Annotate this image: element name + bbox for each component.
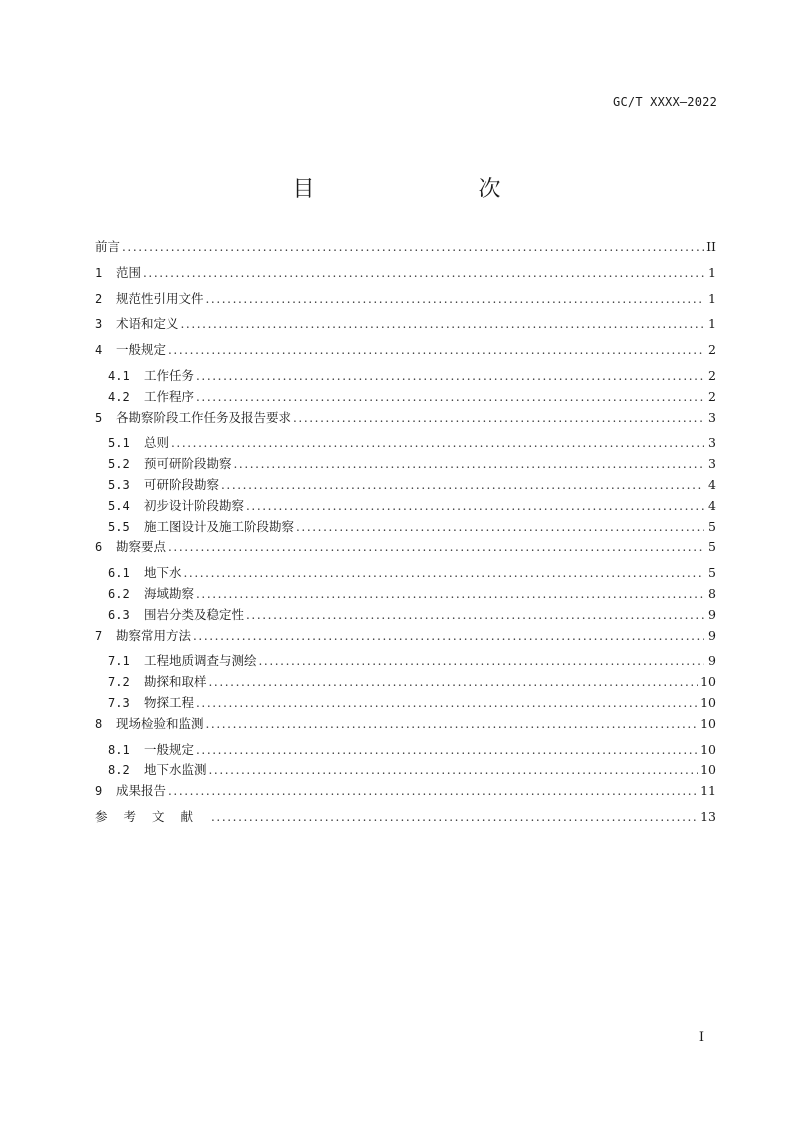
toc-entry-page: 3 (708, 456, 716, 472)
toc-entry-number: 5.4 (108, 498, 130, 513)
toc-entry[interactable] (95, 237, 716, 263)
toc-leader-dots (259, 654, 704, 668)
toc-entry-page: 2 (708, 342, 716, 358)
toc-entry-number: 3 (95, 317, 103, 332)
toc-entry-page: 8 (708, 585, 716, 601)
toc-entry[interactable] (95, 408, 716, 434)
toc-entry[interactable] (95, 475, 716, 496)
toc-entry[interactable] (95, 807, 716, 833)
page-title: 目 次 (292, 177, 541, 202)
toc-entry[interactable] (95, 760, 716, 781)
toc-entry-number: 9 (95, 784, 103, 799)
toc-leader-dots (196, 587, 704, 601)
toc-entry-label: 术语和定义 (116, 316, 179, 332)
toc-entry-label: 一般规定 (116, 342, 167, 358)
toc-leader-dots (122, 240, 704, 254)
toc-entry-number: 6 (95, 540, 103, 555)
toc-entry-label: 工作程序 (144, 388, 195, 404)
toc-leader-dots (196, 390, 704, 404)
toc-entry-page: 5 (708, 565, 716, 581)
toc-entry-label: 围岩分类及稳定性 (144, 606, 245, 622)
toc-leader-dots (211, 810, 698, 824)
toc-entry[interactable] (95, 537, 716, 563)
toc-entry[interactable] (95, 340, 716, 366)
toc-entry-label: 各勘察阶段工作任务及报告要求 (116, 409, 292, 425)
document-code: GC/T XXXX—2022 (613, 95, 717, 109)
toc-entry-label: 海域勘察 (144, 585, 195, 601)
toc-leader-dots (206, 292, 704, 306)
toc-entry-page: II (706, 239, 716, 254)
toc-entry-label: 现场检验和监测 (116, 715, 204, 731)
toc-entry[interactable] (95, 714, 716, 740)
toc-entry-page: 10 (700, 741, 716, 757)
toc-entry-page: 9 (708, 653, 716, 669)
toc-entry-page: 10 (700, 715, 716, 731)
toc-entry[interactable] (95, 314, 716, 340)
toc-leader-dots (209, 675, 699, 689)
toc-entry-number: 5.1 (108, 436, 130, 451)
toc-entry-number: 4 (95, 343, 103, 358)
toc-entry-page: 2 (708, 388, 716, 404)
toc-entry-number: 4.2 (108, 389, 130, 404)
toc-leader-dots (168, 540, 704, 554)
toc-entry[interactable] (95, 433, 716, 454)
toc-entry-label: 可研阶段勘察 (144, 476, 220, 492)
toc-entry-page: 4 (708, 497, 716, 513)
toc-entry-number: 1 (95, 265, 103, 280)
toc-entry-label: 地下水监测 (144, 762, 207, 778)
toc-entry-label: 勘探和取样 (144, 674, 207, 690)
toc-entry-label: 物探工程 (144, 694, 195, 710)
toc-entry-number: 2 (95, 291, 103, 306)
toc-entry-number: 8.2 (108, 763, 130, 778)
toc-entry-page: 5 (708, 518, 716, 534)
toc-entry-page: 3 (708, 409, 716, 425)
toc-leader-dots (143, 266, 704, 280)
toc-entry-page: 10 (700, 762, 716, 778)
toc-leader-dots (246, 608, 704, 622)
toc-entry[interactable] (95, 289, 716, 315)
toc-entry-number: 6.3 (108, 607, 130, 622)
toc-entry[interactable] (95, 454, 716, 475)
toc-entry-label: 前言 (95, 239, 121, 254)
toc-entry-label: 总则 (144, 435, 170, 451)
toc-entry-number: 6.1 (108, 566, 130, 581)
toc-entry-number: 6.2 (108, 586, 130, 601)
toc-entry-number: 5 (95, 410, 103, 425)
toc-entry-label: 成果报告 (116, 783, 167, 799)
toc-entry-number: 8.1 (108, 742, 130, 757)
toc-entry[interactable] (95, 626, 716, 652)
toc-entry-number: 8 (95, 716, 103, 731)
toc-entry-page: 3 (708, 435, 716, 451)
toc-entry[interactable] (95, 366, 716, 387)
toc-entry-label: 工作任务 (144, 367, 195, 383)
toc-entry[interactable] (95, 387, 716, 408)
toc-entry-page: 4 (708, 476, 716, 492)
toc-entry[interactable] (95, 781, 716, 807)
toc-entry-label: 规范性引用文件 (116, 290, 204, 306)
toc-entry-page: 9 (708, 627, 716, 643)
toc-entry-label: 一般规定 (144, 741, 195, 757)
toc-leader-dots (293, 411, 704, 425)
toc-entry-page: 1 (708, 264, 716, 280)
toc-entry[interactable] (95, 584, 716, 605)
toc-entry[interactable] (95, 517, 716, 538)
toc-entry-number: 4.1 (108, 368, 130, 383)
toc-entry-number: 5.2 (108, 457, 130, 472)
toc-entry[interactable] (95, 672, 716, 693)
toc-entry-page: 5 (708, 539, 716, 555)
toc-entry-number: 7.2 (108, 675, 130, 690)
toc-entry-page: 11 (700, 783, 716, 799)
toc-entry-label: 地下水 (144, 565, 182, 581)
toc-entry-number: 7.3 (108, 695, 130, 710)
toc-entry-page: 13 (700, 808, 716, 824)
toc-entry-label: 施工图设计及施工阶段勘察 (144, 518, 295, 534)
toc-leader-dots (234, 457, 704, 471)
toc-entry-label: 勘察常用方法 (116, 627, 192, 643)
toc-entry[interactable] (95, 496, 716, 517)
toc-leader-dots (196, 696, 698, 710)
toc-entry[interactable] (95, 740, 716, 761)
toc-leader-dots (184, 566, 704, 580)
toc-leader-dots (181, 317, 704, 331)
toc-leader-dots (209, 763, 699, 777)
toc-leader-dots (206, 717, 699, 731)
toc-entry[interactable] (95, 263, 716, 289)
toc-entry-page: 10 (700, 674, 716, 690)
toc-entry-label: 工程地质调查与测绘 (144, 653, 257, 669)
toc-entry[interactable] (95, 651, 716, 672)
toc-entry-number: 7.1 (108, 654, 130, 669)
toc-entry-label: 范围 (116, 264, 142, 280)
toc-leader-dots (168, 784, 698, 798)
toc-leader-dots (196, 743, 698, 757)
toc-entry-label: 初步设计阶段勘察 (144, 497, 245, 513)
toc-entry-label: 勘察要点 (116, 539, 167, 555)
toc-leader-dots (193, 629, 704, 643)
toc-entry-page: 10 (700, 694, 716, 710)
table-of-contents (95, 237, 716, 833)
toc-leader-dots (168, 343, 704, 357)
toc-entry-number: 5.3 (108, 477, 130, 492)
toc-entry[interactable] (95, 563, 716, 584)
toc-leader-dots (296, 520, 704, 534)
toc-leader-dots (246, 499, 704, 513)
toc-leader-dots (221, 478, 704, 492)
toc-entry[interactable] (95, 693, 716, 714)
toc-leader-dots (171, 436, 704, 450)
toc-entry-number: 7 (95, 628, 103, 643)
toc-entry-page: 1 (708, 316, 716, 332)
toc-entry-label: 参考文献 (95, 808, 210, 824)
page-number: I (698, 1030, 704, 1045)
toc-entry[interactable] (95, 605, 716, 626)
toc-entry-label: 预可研阶段勘察 (144, 456, 232, 472)
toc-entry-page: 9 (708, 606, 716, 622)
toc-entry-page: 2 (708, 367, 716, 383)
toc-leader-dots (196, 369, 704, 383)
toc-entry-number: 5.5 (108, 519, 130, 534)
toc-entry-page: 1 (708, 290, 716, 306)
